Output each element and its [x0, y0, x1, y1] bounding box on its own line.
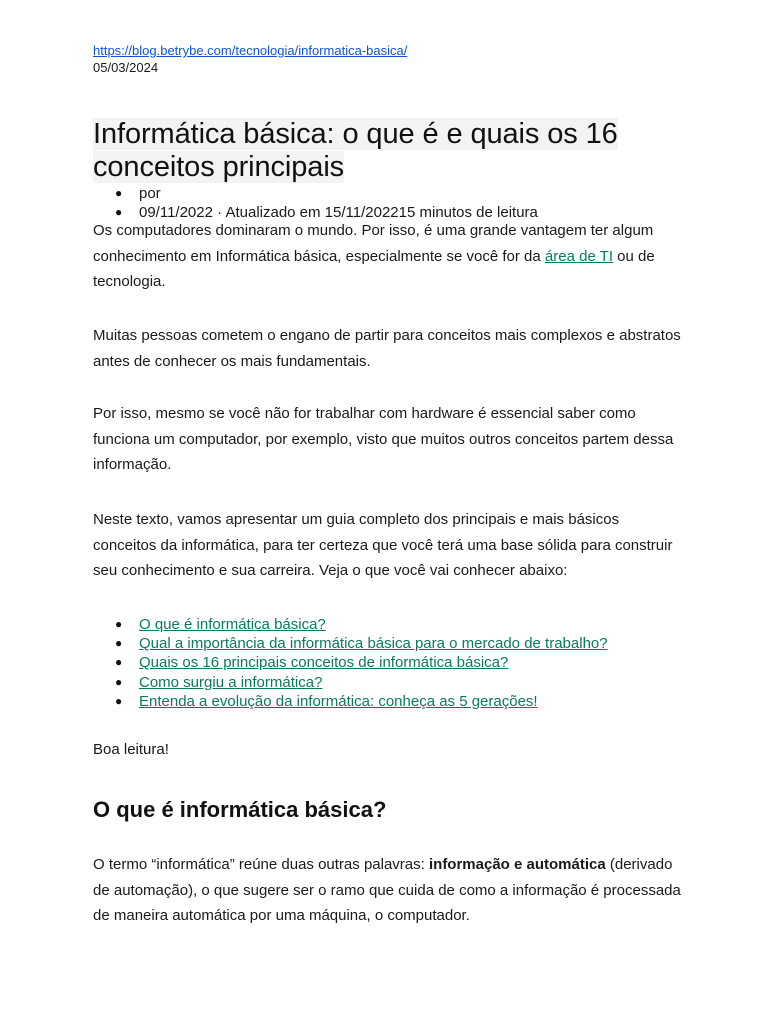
table-of-contents [93, 615, 608, 711]
source-url-link[interactable]: https://blog.betrybe.com/tecnologia/informatica-basica/ [93, 43, 408, 58]
source-date: 05/03/2024 [93, 60, 159, 75]
toc-item [139, 615, 608, 634]
paragraph-closing [93, 737, 683, 763]
toc-item [139, 673, 608, 692]
paragraph-closing-text: Boa leitura! [93, 741, 169, 758]
paragraph-hardware [93, 401, 683, 478]
paragraph-intro-text-end: ou de tecnologia. [93, 247, 655, 290]
article-title-text: Informática básica: o que é e quais os 16 conceitos principais [93, 118, 618, 183]
article-title [93, 118, 693, 184]
toc-item [139, 653, 608, 672]
paragraph-guia-text: Neste texto, vamos apresentar um guia completo dos principais e mais básicos conceitos da informática, para ter certeza que você terá uma base sólida para construir seu conhecimento e sua carreira. Veja o que você vai conhecer abaixo: [93, 511, 673, 579]
paragraph-termo-bold: informação e automática [428, 856, 606, 873]
paragraph-termo [93, 852, 683, 929]
toc-link-evolucao[interactable]: Entenda a evolução da informática: conheça as 5 gerações! [139, 692, 538, 710]
meta-author: ● por [139, 184, 538, 203]
meta-dates: ● 09/11/2022 · Atualizado em 15/11/202215 minutos de leitura [139, 203, 538, 222]
toc-item [139, 692, 608, 711]
document-page [93, 42, 683, 924]
paragraph-engano-text: Muitas pessoas cometem o engano de partir para conceitos mais complexos e abstratos antes de conhecer os mais fundamentais. [93, 327, 681, 370]
paragraph-intro [93, 218, 683, 295]
toc-item [139, 634, 608, 653]
area-de-ti-link[interactable]: área de TI [544, 247, 614, 265]
paragraph-engano [93, 323, 683, 374]
paragraph-termo-text-end: (derivado de automação), o que sugere ser o ramo que cuida de como a informação é processada de maneira automática por uma máquina, o computador. [93, 856, 681, 924]
toc-link-importancia[interactable]: Qual a importância da informática básica para o mercado de trabalho? [139, 635, 608, 653]
paragraph-intro-text-start: Os computadores dominaram o mundo. Por isso, é uma grande vantagem ter algum conhecimento em Informática básica, especialmente se você for da [93, 222, 654, 265]
section-heading: O que é informática básica? [93, 797, 387, 822]
paragraph-termo-text-start: O termo “informática” reúne duas outras palavras: [93, 856, 429, 873]
toc-link-16-conceitos[interactable]: Quais os 16 principais conceitos de informática básica? [139, 654, 509, 672]
paragraph-hardware-text: Por isso, mesmo se você não for trabalhar com hardware é essencial saber como funciona um computador, por exemplo, visto que muitos outros conceitos partem dessa informação. [93, 405, 674, 473]
paragraph-guia [93, 507, 683, 584]
toc-link-o-que-e[interactable]: O que é informática básica? [139, 616, 326, 633]
toc-link-como-surgiu[interactable]: Como surgiu a informática? [139, 673, 323, 691]
article-meta-list [93, 184, 538, 222]
